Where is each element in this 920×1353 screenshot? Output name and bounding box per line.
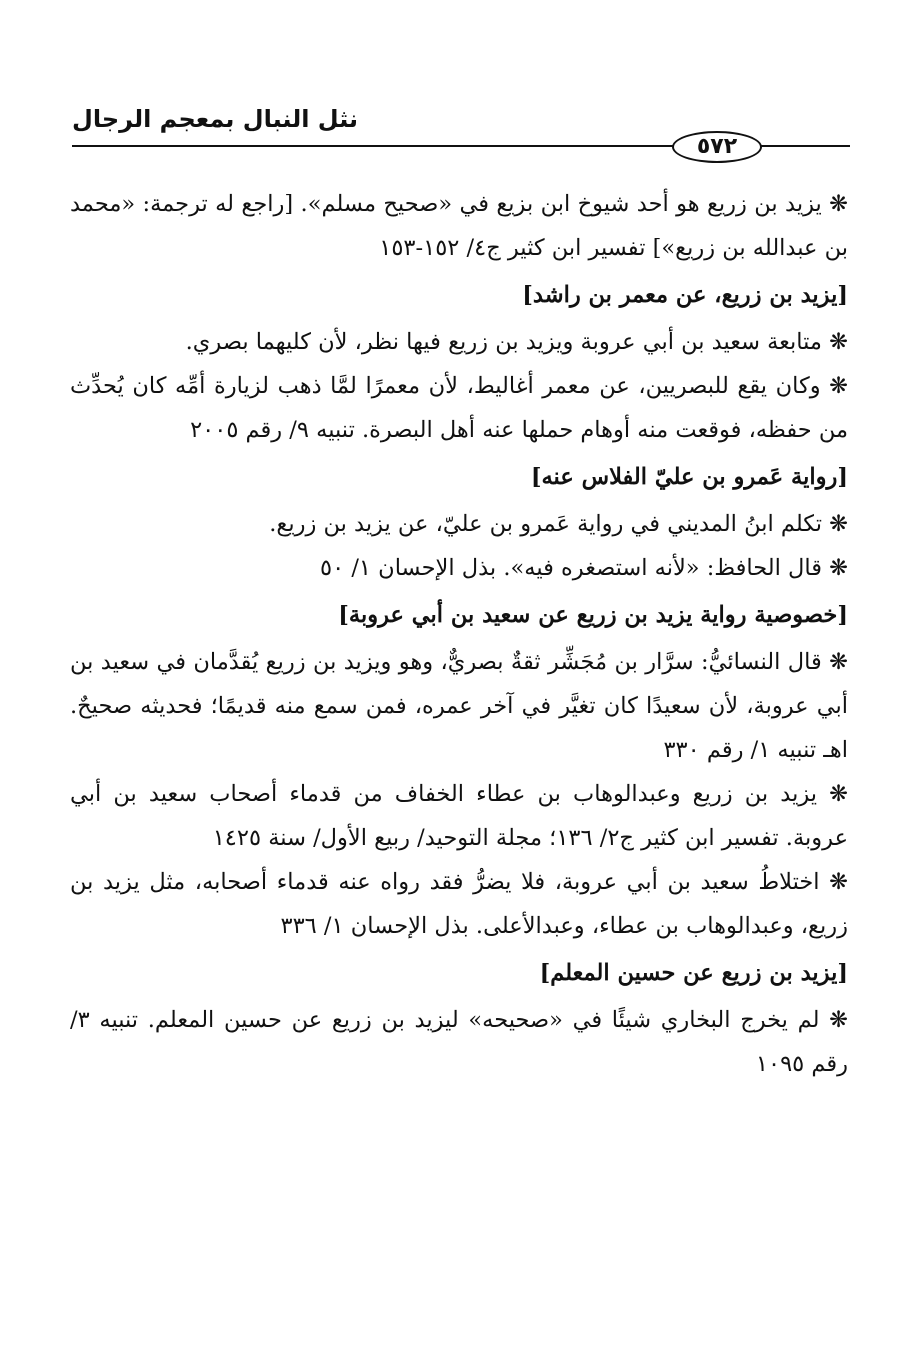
paragraph: ❋ وكان يقع للبصريين، عن معمر أغاليط، لأن معمرًا لمَّا ذهب لزيارة أمِّه كان يُحدِّث من حفظه، فوقعت منه أوهام حملها عنه أهل البصرة. تنبيه ٩/ رقم ٢٠٠٥ (70, 373, 848, 443)
page-header (72, 105, 850, 159)
section-heading: [يزيد بن زريع عن حسين المعلم] (539, 960, 848, 986)
paragraph: ❋ يزيد بن زريع هو أحد شيوخ ابن بزيع في «صحيح مسلم». [راجع له ترجمة: «محمد بن عبدالله بن زريع»] تفسير ابن كثير ج٤/ ١٥٢-١٥٣ (70, 191, 848, 261)
paragraph: ❋ اختلاطُ سعيد بن أبي عروبة، فلا يضرُّ فقد رواه عنه قدماء أصحابه، مثل يزيد بن زريع، وعبدالوهاب بن عطاء، وعبدالأعلى. بذل الإحسان ١/ ٣٣٦ (70, 869, 848, 939)
paragraph: ❋ يزيد بن زريع وعبدالوهاب بن عطاء الخفاف من قدماء أصحاب سعيد بن أبي عروبة. تفسير ابن كثير ج٢/ ١٣٦؛ مجلة التوحيد/ ربيع الأول/ سنة ١٤٢٥ (70, 781, 848, 851)
paragraph: ❋ لم يخرج البخاري شيئًا في «صحيحه» ليزيد بن زريع عن حسين المعلم. تنبيه ٣/ رقم ١٠٩٥ (70, 1007, 848, 1077)
section-heading: [يزيد بن زريع، عن معمر بن راشد] (522, 282, 848, 308)
section-heading: [رواية عَمرو بن عليّ الفلاس عنه] (530, 464, 848, 490)
paragraph: ❋ متابعة سعيد بن أبي عروبة ويزيد بن زريع فيها نظر، لأن كليهما بصري. (185, 329, 848, 355)
running-title: نثل النبال بمعجم الرجال (72, 105, 359, 133)
section-heading: [خصوصية رواية يزيد بن زريع عن سعيد بن أبي عروبة] (338, 602, 848, 628)
page-number: ٥٧٢ (672, 131, 762, 163)
paragraph: ❋ تكلم ابنُ المديني في رواية عَمرو بن عليّ، عن يزيد بن زريع. (269, 511, 848, 537)
paragraph: ❋ قال الحافظ: «لأنه استصغره فيه». بذل الإحسان ١/ ٥٠ (320, 555, 848, 581)
page-body (70, 182, 848, 1086)
paragraph: ❋ قال النسائيُّ: سرَّار بن مُجَشِّر ثقةٌ بصريٌّ، وهو ويزيد بن زريع يُقدَّمان في سعيد بن أبي عروبة، لأن سعيدًا كان تغيَّر في آخر عمره، فمن سمع منه قديمًا؛ فحديثه صحيحٌ. اهـ تنبيه ١/ رقم ٣٣٠ (70, 649, 848, 763)
